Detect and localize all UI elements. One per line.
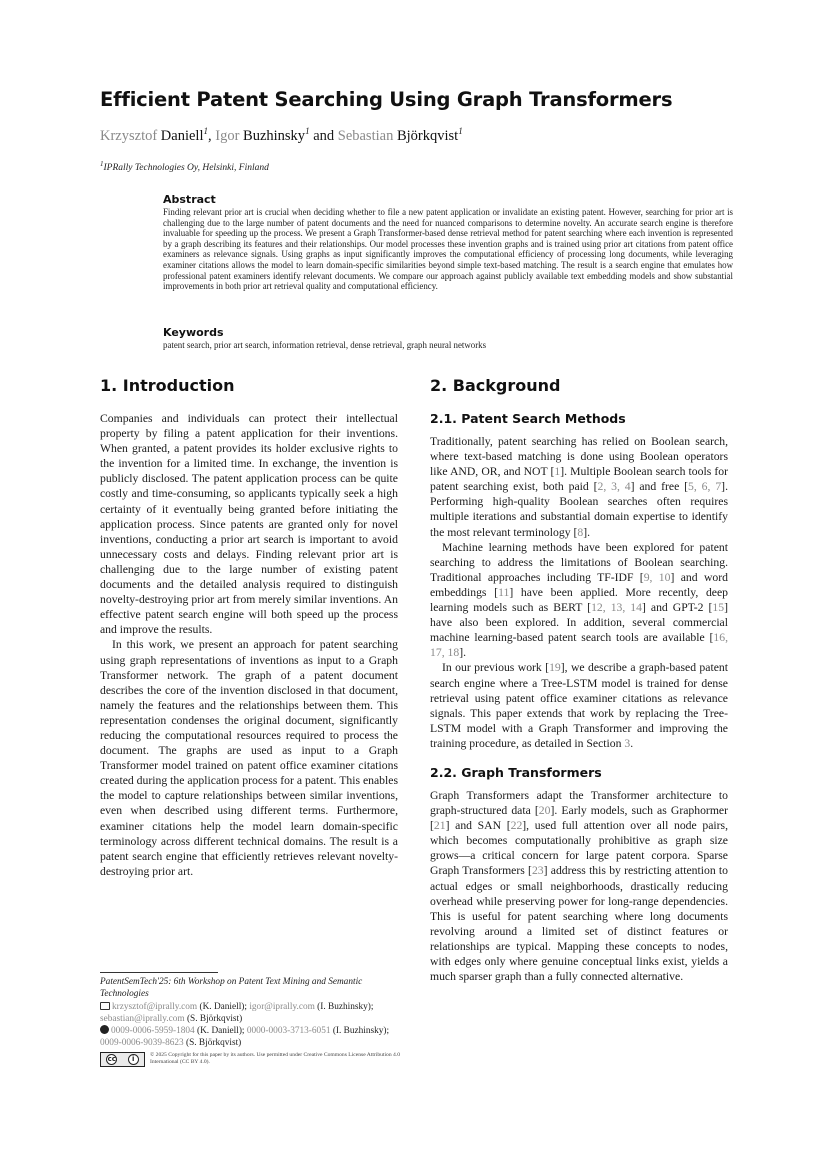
email-link[interactable]: krzysztof@iprally.com: [112, 1001, 198, 1012]
affiliation: $^1$IPRally Technologies Oy, Helsinki, Finland: [100, 160, 269, 174]
citation-link[interactable]: 16, 17, 18: [430, 631, 728, 660]
abstract: [163, 193, 733, 292]
orcid-link[interactable]: 0009-0006-5959-1804: [111, 1026, 195, 1037]
author[interactable]: Igor Buzhinsky$^1$: [215, 126, 310, 144]
citation-link[interactable]: 1: [554, 465, 561, 479]
orcid-link[interactable]: 0000-0003-3713-6051: [246, 1026, 331, 1037]
left-column: [100, 376, 398, 879]
orcid-line: 0009-0006-5959-1804 (K. Daniell); 0000-0003-3713-6051 (I. Buzhinsky); 0009-0006-9039-8623 (S. Björkqvist): [100, 1026, 390, 1049]
author-list: Krzysztof Daniell$^1$, Igor Buzhinsky$^1$ and Sebastian Björkqvist$^1$: [100, 126, 463, 144]
abstract-text: Finding relevant prior art is crucial when deciding whether to file a new patent application or invalidate an existing patent. However, searching for prior art is challenging due to the large number of patent documents and the need for nuanced comparisons to determine novelty. An accurate search engine is therefore invaluable for speeding up the process. We present a Graph Transformer-based dense retrieval method for patent searching where each invention is represented by a graph describing its features and their relationships. Our model processes these invention graphs and is trained using prior art citations from patent office examiners as relevance signals. Using graphs as input significantly improves the computational efficiency of processing long documents, while leveraging examiner citations allows the model to learn domain-specific similarities beyond simple text-based matching. The result is a search engine that emulates how professional patent examiners identify relevant documents. We compare our approach against publicly available text embedding models and show substantial improvements in both prior art retrieval quality and computational efficiency.: [163, 207, 733, 292]
section-heading-introduction: 1. Introduction: [100, 376, 235, 395]
citation-link[interactable]: 11: [498, 585, 510, 599]
citation-link[interactable]: 8: [577, 525, 584, 539]
license-row: [100, 1052, 410, 1067]
right-column: [430, 376, 728, 984]
background-paragraph-2: Machine learning methods have been explored for patent searching to address the limitations of Boolean searching. Traditional approaches including TF-IDF [9, 10] and word embeddings [11] have been applied. More recently, deep learning models such as BERT [12, 13, 14] and GPT-2 [15] have also been explored. In addition, several commercial machine learning-based patent search tools are available [16, 17, 18].: [430, 540, 729, 660]
section-heading-background: 2. Background: [430, 376, 561, 395]
citation-link[interactable]: 2, 3, 4: [597, 480, 631, 494]
citation-link[interactable]: 23: [531, 864, 544, 878]
orcid-icon: [100, 1025, 109, 1034]
citation-link[interactable]: 21: [433, 819, 446, 833]
abstract-heading: Abstract: [163, 193, 216, 206]
citation-link[interactable]: 19: [549, 661, 561, 675]
envelope-icon: [100, 1002, 110, 1010]
footnote-rule: [100, 972, 218, 973]
cc-by-badge-icon[interactable]: cc i: [100, 1052, 145, 1067]
author[interactable]: Krzysztof Daniell$^1$: [100, 126, 208, 144]
subsection-heading-graph-transformers: 2.2. Graph Transformers: [430, 764, 602, 780]
keywords-heading: Keywords: [163, 326, 224, 339]
graph-transformers-paragraph: Graph Transformers adapt the Transformer architecture to graph-structured data [20]. Early models, such as Graphormer [21] and SAN [22], used full attention over all node pairs, which becomes computationally prohibitive as graph size grows—a critical concern for large patent corpora. Sparse Graph Transformers [23] address this by restricting attention to actual edges or small neighborhoods, drastically reducing overhead while preserving power for long-range dependencies. This is useful for patent searching where long documents revolving around a limited set of distinct features or relationships are typical. Mapping these concepts to nodes, with edges only where genuine conceptual links exist, yields a much sparser graph than a fully connected alternative.: [430, 788, 729, 984]
license-text: © 2025 Copyright for this paper by its authors. Use permitted under Creative Commons License Attribution 4.0 International (CC BY 4.0).: [150, 1051, 401, 1065]
background-paragraph-1: Traditionally, patent searching has relied on Boolean search, where text-based matching is done using Boolean operators like AND, OR, and NOT [1]. Multiple Boolean search tools for patent searching exist, both paid [2, 3, 4] and free [5, 6, 7]. Performing high-quality Boolean searches often requires multiple iterations and substantial domain expertise to identify the most relevant terminology [8].: [430, 435, 728, 539]
citation-link[interactable]: 12, 13, 14: [591, 601, 642, 615]
citation-link[interactable]: 5, 6, 7: [688, 480, 722, 494]
intro-paragraph-2: In this work, we present an approach for patent searching using graph representations of inventions as input to a Graph Transformer network. The graph of a patent document describes the core of the invention disclosed in that document, namely the features and the relationships between them. This representation condenses the original document, significantly reducing the computational resources required to process the document. The graphs are used as input to a Graph Transformer model trained on patent office examiner citations created during the application process for a patent. This enables the model to capture relationships between similar inventions, even when described using different terms. Furthermore, examiner citations help the model learn domain-specific terminology across different technical domains. The result is a patent search engine that efficiently retrieves relevant novelty-destroying prior art.: [100, 638, 398, 878]
email-link[interactable]: sebastian@iprally.com: [100, 1013, 185, 1024]
email-link[interactable]: igor@iprally.com: [249, 1001, 315, 1012]
email-line: krzysztof@iprally.com (K. Daniell); igor@iprally.com (I. Buzhinsky); sebastian@iprally.com (S. Björkqvist): [100, 1001, 374, 1024]
section-ref-link[interactable]: 3: [624, 736, 631, 750]
citation-link[interactable]: 15: [712, 601, 725, 615]
citation-link[interactable]: 20: [538, 804, 551, 818]
author[interactable]: Sebastian Björkqvist$^1$: [337, 126, 463, 144]
subsection-heading-patent-search: 2.1. Patent Search Methods: [430, 411, 626, 426]
citation-link[interactable]: 22: [510, 819, 523, 833]
keywords: [163, 326, 733, 350]
intro-paragraph-1: Companies and individuals can protect their intellectual property by filing a patent application for their inventions. When granted, a patent provides its holder exclusive rights to the invention for a limited time. In exchange, the invention is publicly disclosed. The patent application process can be quite costly and time-consuming, so applicants typically seek a high certainty of it eventually being granted before initiating the application process. Since patents are granted only for novel inventions, conducting a prior art search is important to avoid unnecessary costs and delays. Finding relevant prior art is challenging due to the large number of existing patent documents and the detailed analysis required to distinguish novelty-destroying prior art from merely similar inventions. An effective patent search engine will both speed up the process and improve the results.: [100, 412, 398, 637]
venue: PatentSemTech'25: 6th Workshop on Patent Text Mining and Semantic Technologies: [100, 977, 363, 1000]
orcid-link[interactable]: 0009-0006-9039-8623: [100, 1038, 184, 1049]
citation-link[interactable]: 9, 10: [643, 570, 671, 584]
paper-title: Efficient Patent Searching Using Graph Transformers: [100, 88, 673, 111]
footnote: [100, 972, 410, 1067]
background-paragraph-3: In our previous work [19], we describe a graph-based patent search engine where a Tree-LSTM model is trained for dense retrieval using patent office examiner citations as relevance signals. This paper extends that work by replacing the Tree-LSTM model with a Graph Transformer and improving the training procedure, as detailed in Section 3.: [430, 661, 728, 750]
keywords-text: patent search, prior art search, information retrieval, dense retrieval, graph neural networks: [163, 340, 487, 350]
